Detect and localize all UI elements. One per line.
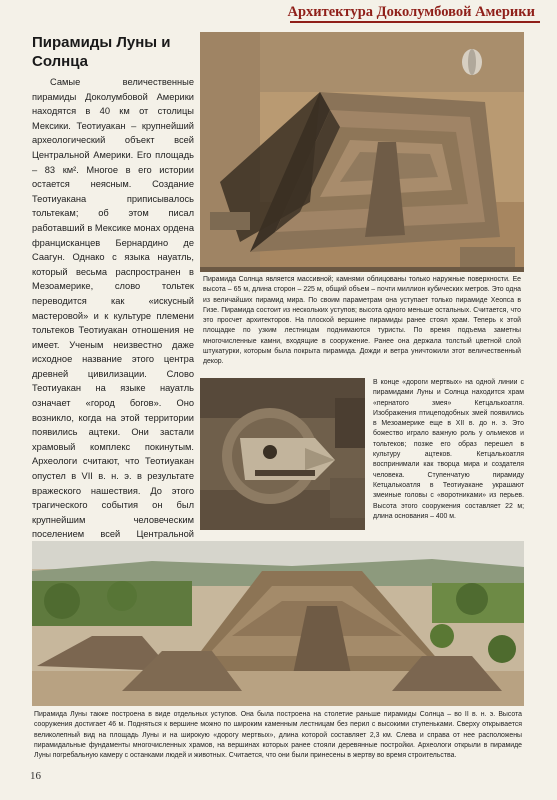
page-number: 16 [30,770,41,782]
section-header: Архитектура Доколумбовой Америки [287,4,535,20]
caption-pyramid-of-moon: Пирамида Луны также построена в виде отдельных уступов. Она была построена на столетие раньше пирамиды Солнца – во II в. н. э. Высота сооружения достигает 46 м. Подняться к вершине можно по широким каменным лестницам без перил с высокими ступеньками. Сверху открывается великолепный вид на площадь Луны и на широкую «дорогу мертвых», длина которой составляет 2,3 км. Слева и справа от нее расположены пирамидальные фундаменты многочисленных храмов, на вершинах которых ранее стояли деревянные постройки. Археологи открыли в пирамиде Луны погребальную камеру с останками людей и животных. Считается, что они были принесены в жертву во время строительства. [34,711,522,760]
article-title: Пирамиды Луны и Солнца [32,34,171,70]
article-body: Самые величественные пирамиды Доколумбовой Америки находятся в 40 км от столицы Мексики. Теотиуакан – крупнейший археологический объект всей Центральной Америки. Его площадь – 83 км². Многое в его истории остается неясным. Создание Теотиуакана приписывалось тольтекам; об этом писал работавший в Мексике монах ордена францисканцев Бернардино де Саагун. Однако с языка науатль, который весьма распространен в Мезоамерике, слово тольтек переводится как «искусный мастеровой» и к культуре племени тольтеков Теотиуакан отношения не имеет. Ученым неизвестно даже исходное название этого центра древней цивилизации. Слово Теотиуакан на языке науатль означает «город богов». Оно возникло, когда на этой территории появились ацтеки. Они застали храмовый комплекс покинутым. Археологи считают, что Теотиуакан опустел в VII в. н. э. в результате вражеского нашествия. До этого трагического события он был крупнейшим человеческим поселением всей Центральной [32,77,194,540]
header-rule [290,21,540,23]
caption-feathered-serpent: В конце «дороги мертвых» на одной линии с пирамидами Луны и Солнца находится храм «пернатого змея» Кетцалькоатля. Изображения птицеподобных змей появились в Мезоамерике еще в XII в. до н. э. Это божество играло важную роль у ольмеков и тольтеков; позже его образ перешел в культуру ацтеков. Кетцалькоатля воспринимали как творца мира и создателя человека. Ступенчатую пирамиду Кетцалькоатля в Теотиуакане украшают змеиные головы с «воротниками» из перьев. Высота этого сооружения составляет 22 м; длина основания – 400 м. [373,379,524,520]
caption-pyramid-of-sun: Пирамида Солнца является массивной; камнями облицованы только наружные поверхности. Ее высота – 65 м, длина сторон – 225 м, общий объем – почти миллион кубических метров. Это одна из величайших пирамид мира. По своим параметрам она уступает только пирамиде Хеопса в Гизе. Пирамида состоит из нескольких уступов; высота одного меньше остальных. Считается, что это просчет архитекторов. На плоской вершине пирамиды ранее стоял храм. Теперь к этой площадке по узким лестницам поднимаются туристы. По время подъема заметны многочисленные камни, входящие в сооружение. Ранее она держала толстый цветной слой штукатурки, которым была покрыта пирамида. Дожди и ветра уничтожили этот величественный декор. [203,276,521,366]
feathered-serpent-photo [200,378,365,530]
pyramid-of-moon-photo [32,541,524,706]
pyramid-of-sun-photo [200,32,524,272]
